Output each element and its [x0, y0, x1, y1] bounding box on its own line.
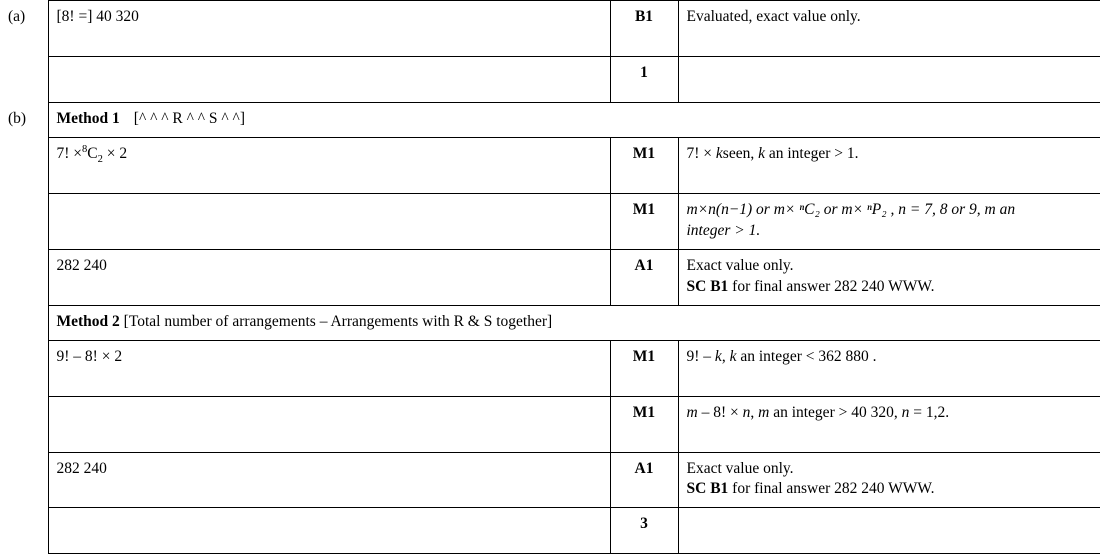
mark-total-cell: 1 — [610, 57, 678, 103]
notes-var-m2: m — [758, 403, 770, 421]
notes-cell — [678, 508, 1100, 554]
notes-sc-code: SC B1 — [686, 480, 729, 498]
table-row — [0, 1, 1100, 57]
notes-var-k2: k — [729, 347, 737, 365]
row-label-b: (b) — [8, 109, 27, 127]
notes-part-a: – 8! × — [701, 403, 739, 421]
table-row — [0, 103, 1100, 138]
notes-cell — [678, 340, 1100, 396]
method-heading — [48, 305, 1100, 340]
notes-sc-text: for final answer 282 240 WWW. — [728, 277, 935, 295]
method-heading-rest: [^ ^ ^ R ^ ^ S ^ ^] — [133, 110, 245, 127]
table-row — [0, 137, 1100, 193]
mark-total-cell: 3 — [610, 508, 678, 554]
notes-cell — [678, 249, 1100, 305]
notes-var-n2: n — [901, 403, 910, 421]
working-cell — [48, 57, 610, 103]
row-label-blank — [0, 193, 48, 249]
mark-cell: M1 — [610, 396, 678, 452]
row-label-blank — [0, 396, 48, 452]
notes-part-c: an integer < 362 880 . — [740, 347, 877, 365]
row-label-blank — [0, 249, 48, 305]
notes-sc-text: for final answer 282 240 WWW. — [728, 480, 935, 498]
method-heading-bold: Method 2 — [56, 312, 120, 330]
notes-part-c: an integer > 1. — [768, 144, 859, 162]
row-label-blank — [0, 452, 48, 508]
notes-sc-code: SC B1 — [686, 277, 729, 295]
working-combination-letter: C — [87, 144, 98, 162]
mark-cell: M1 — [610, 193, 678, 249]
notes-line-2: integer > 1. — [686, 221, 761, 239]
row-label-a: (a) — [8, 7, 26, 25]
row-label-blank — [0, 305, 48, 340]
working-part-a: 7! × — [56, 144, 83, 162]
notes-part-b: , — [721, 347, 726, 365]
notes-part-a: 9! – — [686, 347, 712, 365]
notes-var-k: k — [715, 144, 723, 162]
row-label-blank — [0, 508, 48, 554]
mark-cell: B1 — [610, 1, 678, 57]
notes-part-b: , — [750, 403, 755, 421]
mark-cell: A1 — [610, 452, 678, 508]
notes-cell: Evaluated, exact value only. — [678, 1, 1100, 57]
table-row — [0, 57, 1100, 103]
table-row — [0, 396, 1100, 452]
notes-part-d: = 1,2. — [913, 403, 950, 421]
method-heading-bold: Method 1 — [56, 110, 120, 127]
table-row — [0, 340, 1100, 396]
working-superscript: 8 — [82, 143, 88, 155]
mark-cell: M1 — [610, 340, 678, 396]
working-cell: 9! – 8! × 2 — [48, 340, 610, 396]
working-cell: 282 240 — [48, 249, 610, 305]
row-label-blank — [0, 57, 48, 103]
method-heading — [48, 103, 1100, 138]
notes-var-k: k — [714, 347, 722, 365]
working-cell — [48, 508, 610, 554]
working-cell: 282 240 — [48, 452, 610, 508]
notes-line-1: Exact value only. — [686, 459, 794, 477]
table-row — [0, 193, 1100, 249]
mark-cell: M1 — [610, 137, 678, 193]
working-subscript: 2 — [97, 154, 103, 166]
notes-line-2 — [687, 479, 1092, 500]
table-row — [0, 249, 1100, 305]
mark-cell: A1 — [610, 249, 678, 305]
notes-line-1: m×n(n−1) or m× ⁿC₂ or m× ⁿP₂ , n = 7, 8 or 9, m an — [686, 200, 1016, 218]
table-row — [0, 305, 1100, 340]
table-row — [0, 508, 1100, 554]
notes-var-n: n — [742, 403, 751, 421]
notes-line-1: Exact value only. — [686, 256, 794, 274]
notes-cell — [678, 193, 1100, 249]
working-cell — [48, 137, 610, 193]
working-cell — [48, 396, 610, 452]
notes-var-m: m — [686, 403, 698, 421]
notes-cell — [678, 57, 1100, 103]
table-row — [0, 452, 1100, 508]
notes-cell — [678, 396, 1100, 452]
method-heading-rest: [Total number of arrangements – Arrangements with R & S together] — [119, 312, 553, 330]
working-part-tail: × 2 — [106, 144, 128, 162]
row-label-blank — [0, 340, 48, 396]
working-cell — [48, 193, 610, 249]
notes-part-a: 7! × — [686, 144, 713, 162]
notes-cell — [678, 137, 1100, 193]
notes-part-b: seen, — [722, 144, 755, 162]
row-label-blank — [0, 137, 48, 193]
notes-part-c: an integer > 40 320, — [773, 403, 898, 421]
notes-cell — [678, 452, 1100, 508]
working-cell: [8! =] 40 320 — [48, 1, 610, 57]
notes-line-2 — [687, 277, 1092, 298]
notes-var-k2: k — [758, 144, 765, 162]
